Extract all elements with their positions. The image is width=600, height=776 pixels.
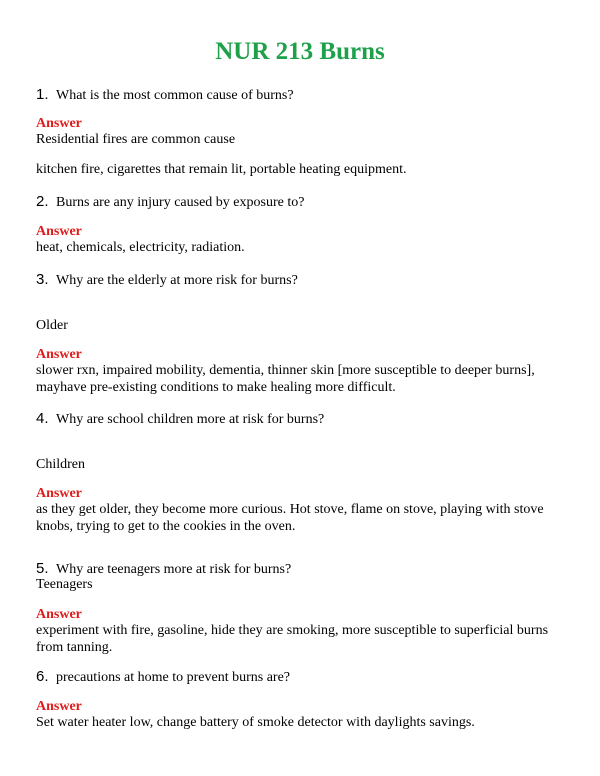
question-number: 5. xyxy=(36,560,49,577)
answer-text-5: experiment with fire, gasoline, hide they are smoking, more susceptible to superficial burns from tanning. xyxy=(36,623,549,655)
question-number: 2. xyxy=(36,193,49,210)
page-title: NUR 213 Burns xyxy=(215,38,385,65)
question-number: 6. xyxy=(36,668,49,685)
question-text: Why are school children more at risk for burns? xyxy=(56,412,325,427)
answer-label-2: Answer xyxy=(36,224,82,239)
subheading-children: Children xyxy=(36,457,85,472)
question-1 xyxy=(36,86,294,105)
answer-label-6: Answer xyxy=(36,699,82,714)
subheading-teenagers: Teenagers xyxy=(36,577,93,592)
question-3 xyxy=(36,271,298,290)
answer-text-1a: Residential fires are common cause xyxy=(36,132,236,147)
answer-text-4: as they get older, they become more curious. Hot stove, flame on stove, playing with stove knobs, trying to get to the cookies in the oven. xyxy=(36,502,544,534)
question-4 xyxy=(36,410,324,429)
answer-text-3: slower rxn, impaired mobility, dementia, thinner skin [more susceptible to deeper burns], mayhave pre-existing conditions to make healing more difficult. xyxy=(36,363,535,395)
answer-text-1b: kitchen fire, cigarettes that remain lit, portable heating equipment. xyxy=(36,162,407,177)
question-text: What is the most common cause of burns? xyxy=(56,88,294,103)
answer-text-6: Set water heater low, change battery of smoke detector with daylights savings. xyxy=(36,715,475,730)
question-number: 4. xyxy=(36,410,49,427)
question-number: 3. xyxy=(36,271,49,288)
subheading-older: Older xyxy=(36,318,68,333)
answer-label-4: Answer xyxy=(36,486,82,501)
question-2 xyxy=(36,193,304,212)
answer-label-5: Answer xyxy=(36,607,82,622)
question-6 xyxy=(36,668,290,687)
question-text: Why are teenagers more at risk for burns? xyxy=(56,562,292,577)
question-number: 1. xyxy=(36,86,49,103)
question-text: Burns are any injury caused by exposure to? xyxy=(56,195,305,210)
question-text: precautions at home to prevent burns are? xyxy=(56,670,291,685)
question-text: Why are the elderly at more risk for burns? xyxy=(56,273,298,288)
answer-label-1: Answer xyxy=(36,116,82,131)
answer-label-3: Answer xyxy=(36,347,82,362)
answer-text-2: heat, chemicals, electricity, radiation. xyxy=(36,240,245,255)
